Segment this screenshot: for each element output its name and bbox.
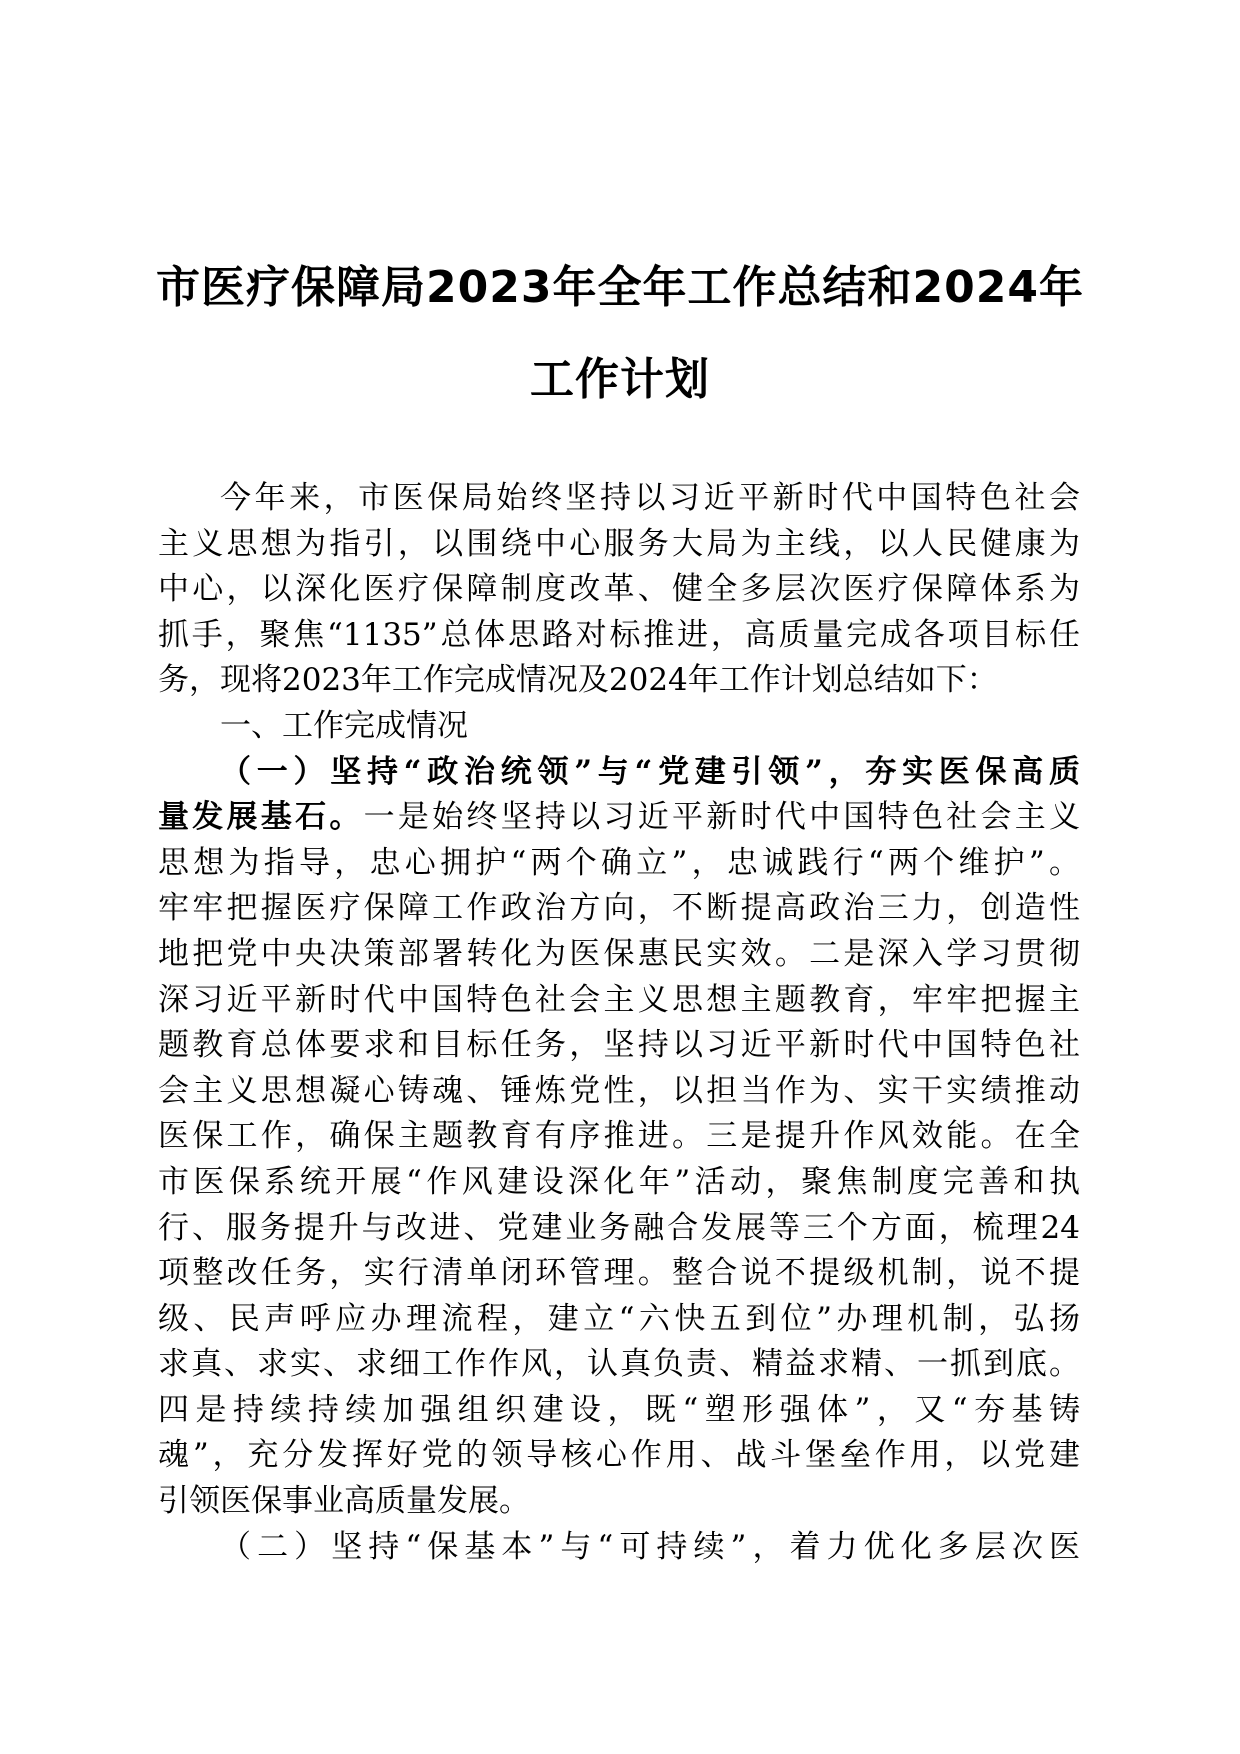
- subsection-heading-end: 量发展基石。: [158, 799, 364, 836]
- paragraph-line: 市医保系统开展“作风建设深化年”活动，聚焦制度完善和执: [158, 1163, 1080, 1200]
- intro-line: 中心，以深化医疗保障制度改革、健全多层次医疗保障体系为: [158, 571, 1080, 608]
- intro-line: 抓手，聚焦“1135”总体思路对标推进，高质量完成各项目标任: [158, 616, 1080, 653]
- paragraph-line: 四是持续持续加强组织建设，既“塑形强体”，又“夯基铸: [158, 1391, 1080, 1428]
- paragraph-line: 求真、求实、求细工作作风，认真负责、精益求精、一抓到底。: [158, 1346, 1080, 1383]
- paragraph-line: 行、服务提升与改进、党建业务融合发展等三个方面，梳理24: [158, 1209, 1080, 1246]
- paragraph-line: 魂”，充分发挥好党的领导核心作用、战斗堡垒作用，以党建: [158, 1437, 1080, 1474]
- paragraph-line: 项整改任务，实行清单闭环管理。整合说不提级机制，说不提: [158, 1255, 1080, 1292]
- intro-line: 今年来，市医保局始终坚持以习近平新时代中国特色社会: [220, 480, 1080, 516]
- document-body: [158, 476, 1080, 1570]
- paragraph-line: 思想为指导，忠心拥护“两个确立”，忠诚践行“两个维护”。: [158, 844, 1080, 881]
- paragraph-line: 题教育总体要求和目标任务，坚持以习近平新时代中国特色社: [158, 1027, 1080, 1064]
- paragraph-line: 级、民声呼应办理流程，建立“六快五到位”办理机制，弘扬: [158, 1300, 1080, 1337]
- paragraph-line: 引领医保事业高质量发展。: [158, 1483, 530, 1520]
- intro-line: 主义思想为指引，以围绕中心服务大局为主线，以人民健康为: [158, 525, 1080, 562]
- document-title-line-2: 工作计划: [530, 354, 710, 405]
- subsection-heading: （二）坚持“保基本”与“可持续”，着力优化多层次医: [220, 1528, 1080, 1565]
- paragraph-line: 牢牢把握医疗保障工作政治方向，不断提高政治三力，创造性: [158, 890, 1080, 927]
- paragraph-line: 地把党中央决策部署转化为医保惠民实效。二是深入学习贯彻: [158, 935, 1080, 972]
- intro-line: 务，现将2023年工作完成情况及2024年工作计划总结如下：: [158, 662, 998, 699]
- paragraph-line: 会主义思想凝心铸魂、锤炼党性，以担当作为、实干实绩推动: [158, 1072, 1080, 1109]
- subsection-heading: （一）坚持“政治统领”与“党建引领”，夯实医保高质: [220, 753, 1080, 790]
- paragraph-text: 一是始终坚持以习近平新时代中国特色社会主义: [363, 799, 1081, 836]
- subsection-heading-continuation: [158, 795, 1080, 841]
- document-title-line-1: 市医疗保障局2023年全年工作总结和2024年: [156, 262, 1084, 313]
- paragraph-line: 深习近平新时代中国特色社会主义思想主题教育，牢牢把握主: [158, 981, 1080, 1018]
- section-heading: 一、工作完成情况: [220, 707, 468, 744]
- paragraph-line: 医保工作，确保主题教育有序推进。三是提升作风效能。在全: [158, 1118, 1080, 1155]
